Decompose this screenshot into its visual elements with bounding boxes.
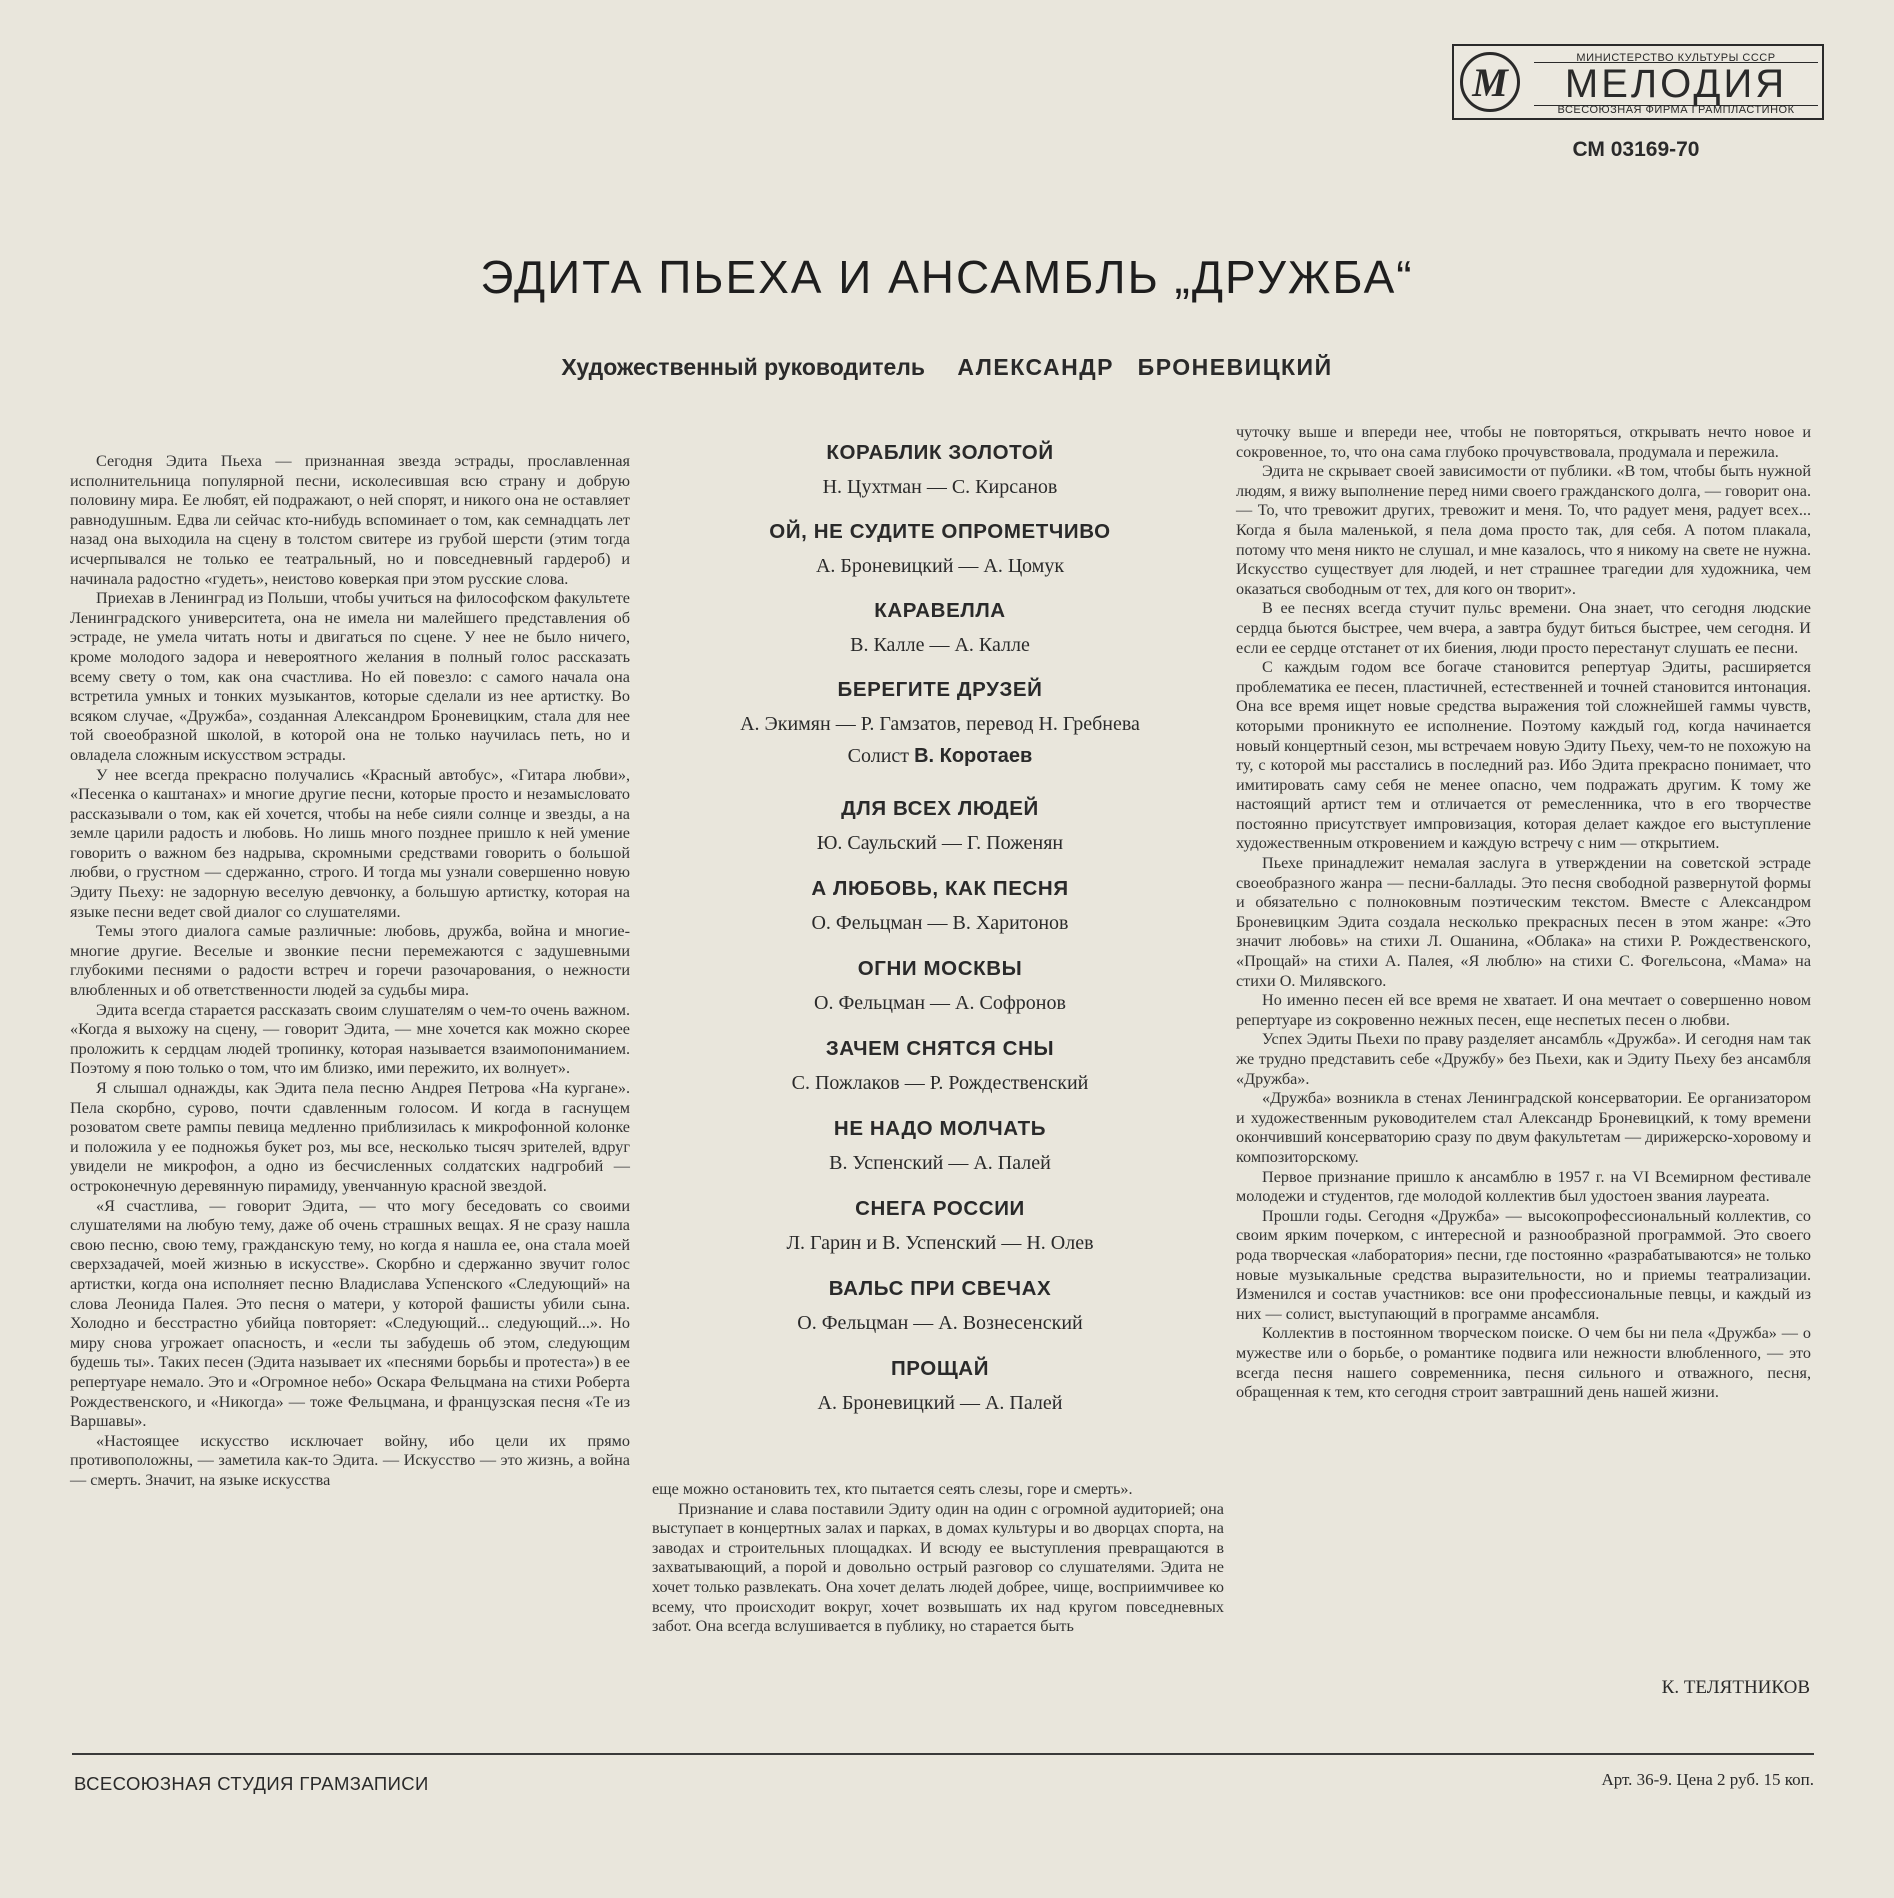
track-item [640,1036,1240,1095]
notes-paragraph: Но именно песен ей все время не хватает. И она мечтает о совершенно новом репертуаре из сокровенно нежных песен, еще неспетых песен о любви. [1236,991,1811,1029]
notes-paragraph: Признание и слава поставили Эдиту один на один с огромной аудиторией; она выступает в концертных залах и парках, в домах культуры и во дворцах спорта, на заводах и строительных площадках. И всюду ее выступления превращаются в захватывающий, а порой и довольно острый разговор со слушателями. Эдита не хочет только развлекать. Она хочет делать людей добрее, чище, восприимчивее ко всему, что происходит вокруг, хочет возвышать их над кругом повседневных забот. Она всегда вслушивается в публику, но старается быть [652,1499,1224,1636]
notes-paragraph: чуточку выше и впереди нее, чтобы не повторяться, открывать нечто новое и сокровенное, то, что она сама глубоко прочувствовала, продумала и пережила. [1236,423,1811,461]
notes-paragraph: «Дружба» возникла в стенах Ленинградской консерватории. Ее организатором и художественным руководителем стал Александр Броневицкий, к тому времени окончивший консерваторию сразу по двум факультетам — дирижерско-хоровому и композиторскому. [1236,1089,1811,1166]
notes-paragraph: «Я счастлива, — говорит Эдита, — что могу беседовать со своими слушателями на любую тему, даже об очень страшных вещах. Я не сразу нашла свою песню, свою тему, гражданскую тему, но когда я нашла ее, она стала моей сверхзадачей, моей жизнью в искусстве». Скорбно и сдержанно звучит голос артистки, когда она исполняет песню Владислава Успенского «Следующий» на слова Леонида Палея. Это песня о матери, у которой фашисты убили сына. Холодно и бесстрастно убийца повторяет: «Следующий... следующий...». Но миру снова угрожает опасность, и «если ты забудешь об этом, следующим будешь ты». Таких песен (Эдита называет их «песнями борьбы и протеста») в ее репертуаре немало. Это и «Огромное небо» Оскара Фельцмана на стихи Роберта Рождественского, и «Никогда» — тоже Фельцмана, и французская песня «Те из Варшавы». [70,1196,630,1431]
price-info: Арт. 36-9. Цена 2 руб. 15 коп. [1601,1770,1814,1789]
notes-paragraph: Эдита не скрывает своей зависимости от публики. «В том, чтобы быть нужной людям, я вижу выполнение перед ними своего гражданского долга, — говорит она. — То, что тревожит других, тревожит и меня. То, что радует меня, радует всех... Когда я была маленькой, я пела дома просто так, для себя. А потом плакала, потому что меня никто не слушал, и мне казалось, что я никому на свете не нужна. Искусство существует для людей, и нет страшнее трагедии для художника, чем оказаться свободным от тех, для кого он творит». [1236,462,1811,598]
logo-ministry-text: МИНИСТЕРСТВО КУЛЬТУРЫ СССР [1576,52,1776,64]
track-title: ВАЛЬС ПРИ СВЕЧАХ [828,1277,1052,1300]
track-title: СНЕГА РОССИИ [855,1197,1025,1220]
notes-paragraph: «Настоящее искусство исключает войну, ибо цели их прямо противоположны, — заметила как-то Эдита. — Искусство — это жизнь, а война — смерть. Значит, на языке искусства [70,1431,630,1489]
soloist-label: Солист [847,745,910,767]
track-credit: А. Броневицкий — А. Цомук [815,555,1065,577]
liner-notes-middle [652,1480,1224,1637]
track-credit: О. Фельцман — А. Софронов [814,992,1066,1014]
track-item [640,956,1240,1015]
liner-notes-right [1236,423,1811,1403]
track-item [640,1196,1240,1255]
track-title: БЕРЕГИТЕ ДРУЗЕЙ [837,678,1043,701]
track-credit: О. Фельцман — В. Харитонов [811,912,1069,934]
track-item [640,1116,1240,1175]
track-title: А ЛЮБОВЬ, КАК ПЕСНЯ [811,877,1069,900]
melodiya-emblem-icon: М [1460,52,1520,112]
track-title: ПРОЩАЙ [890,1357,990,1380]
track-item [640,440,1240,499]
notes-paragraph: еще можно остановить тех, кто пытается сеять слезы, горе и смерть». [652,1480,1133,1498]
track-item [640,677,1240,768]
track-item [640,1276,1240,1335]
director-name: АЛЕКСАНДР БРОНЕВИЦКИЙ [957,354,1333,380]
notes-paragraph: Прошли годы. Сегодня «Дружба» — высокопрофессиональный коллектив, со своим ярким почерком, с интересной и разнообразной программой. Это своего рода творческая «лаборатория» песни, где постоянно «разрабатываются» не только новые музыкальные средства выразительности, но и приемы театрализации. Изменился и состав участников: все они профессиональные певцы, и каждый из них — солист, выступающий в программе ансамбля. [1236,1206,1811,1323]
track-credit: Н. Цухтман — С. Кирсанов [822,476,1058,498]
studio-name: ВСЕСОЮЗНАЯ СТУДИЯ ГРАМЗАПИСИ [74,1773,429,1794]
track-title: ЗАЧЕМ СНЯТСЯ СНЫ [825,1037,1055,1060]
liner-notes-left [70,452,630,1490]
track-credit: О. Фельцман — А. Вознесенский [797,1312,1083,1334]
track-title: ОЙ, НЕ СУДИТЕ ОПРОМЕТЧИВО [769,520,1111,543]
track-title: КОРАБЛИК ЗОЛОТОЙ [826,441,1054,464]
notes-paragraph: У нее всегда прекрасно получались «Красный автобус», «Гитара любви», «Песенка о каштанах» и многие другие песни, которые просто и незамысловато рассказывали о том, как ей хочется, чтобы на небе сияли солнце и звезды, а на земле царили радость и любовь. Но лишь много позднее пришло к ней умение говорить о важном без надрыва, скромными средствами говорить о большой любви, о грустном — сдержанно, строго. И тогда мы узнали совершенно новую Эдиту Пьеху: не задорную веселую девчонку, а большую артистку, которая на языке песни ведет свой диалог со слушателями. [70,765,630,921]
notes-paragraph: Сегодня Эдита Пьеха — признанная звезда эстрады, прославленная исполнительница популярной песни, исколесившая всю страну и добрую половину мира. Ее любят, ей подражают, о ней спорят, и никого она не оставляет равнодушным. Едва ли сейчас кто-нибудь вспоминает о том, как семнадцать лет назад она выходила на сцену в толстом свитере из грубой шерсти (этим тогда исчерпывался не только ее театральный, но и повседневный гардероб) и начинала радостно «гудеть», неистово коверкая при этом русские слова. [70,452,630,588]
notes-paragraph: Пьехе принадлежит немалая заслуга в утверждении на советской эстраде своеобразного жанра — песни-баллады. Это песня свободной развернутой формы и обязательно с полноковным поэтическим текстом. Вместе с Александром Броневицким Эдита создала несколько прекрасных песен в этом жанре: «Это значит любовь» на стихи Л. Ошанина, «Облака» на стихи Р. Рождественского, «Прощай» на стихи А. Палея, «Я люблю» на стихи С. Фогельсона, «Мама» на стихи О. Милявского. [1236,854,1811,990]
melodiya-logo [1452,44,1824,120]
album-title: ЭДИТА ПЬЕХА И АНСАМБЛЬ „ДРУЖБА“ [480,251,1414,303]
track-credit: Л. Гарин и В. Успенский — Н. Олев [786,1232,1094,1254]
track-credit: А. Броневицкий — А. Палей [817,1392,1063,1414]
track-title: ДЛЯ ВСЕХ ЛЮДЕЙ [841,797,1039,820]
artistic-director [0,354,1894,381]
track-title: ОГНИ МОСКВЫ [857,957,1023,980]
track-item [640,876,1240,935]
track-item [640,598,1240,657]
track-title: КАРАВЕЛЛА [874,599,1006,622]
track-credit: А. Экимян — Р. Гамзатов, перевод Н. Гребнева [740,713,1140,735]
track-item [640,796,1240,855]
notes-paragraph: Эдита всегда старается рассказать своим слушателям о чем-то очень важном. «Когда я выхожу на сцену, — говорит Эдита, — мне хочется как можно скорее проложить к сердцам людей тропинку, которая называется взаимопониманием. Поэтому я пою только о том, что им близко, ими пережито, их волнует». [70,1000,630,1078]
soloist-name: В. Коротаев [914,745,1033,767]
track-soloist [640,744,1240,768]
logo-firm-text: ВСЕСОЮЗНАЯ ФИРМА ГРАМПЛАСТИНОК [1557,104,1795,116]
notes-paragraph: Успех Эдиты Пьехи по праву разделяет ансамбль «Дружба». И сегодня нам так же трудно представить себе «Дружбу» без Пьехи, как и Эдиту Пьеху без ансамбля «Дружба». [1236,1030,1811,1088]
track-title: НЕ НАДО МОЛЧАТЬ [833,1117,1047,1140]
notes-paragraph: Темы этого диалога самые различные: любовь, дружба, война и многие-многие другие. Веселые и звонкие песни перемежаются с задушевными глубокими песнями о радости встреч и горечи разочарования, о нежности влюбленных и об ответственности людей за судьбы мира. [70,922,630,1000]
track-item [640,1356,1240,1415]
notes-paragraph: С каждым годом все богаче становится репертуар Эдиты, расширяется проблематика ее песен, пластичней, естественней и точней становится интонация. Она все время ищет новые средства выражения той сложнейшей гаммы чувств, которыми проникнуто ее исполнение. Поэтому каждый год, когда начинается новый концертный сезон, мы встречаем новую Эдиту Пьеху, чем-то не похожую на ту, с которой мы расстались в последний раз. Ибо Эдита прекрасно понимает, что имитировать саму себя не менее опасно, чем подражать другим. К тому же настоящий артист тем и отличается от ремесленника, что в его творчестве постоянно присутствует импровизация, которая делает каждое его выступление художественным откровением и каждую встречу с ним — открытием. [1236,658,1811,853]
notes-paragraph: Коллектив в постоянном творческом поиске. О чем бы ни пела «Дружба» — о мужестве или о борьбе, о романтике подвига или нежности влюбленного, — это всегда песня нашего современника, песня сильного и отважного, песня, обращенная к тем, кто сегодня строит завтрашний день нашей жизни. [1236,1324,1811,1402]
author-signature: К. ТЕЛЯТНИКОВ [1661,1677,1810,1698]
track-credit: С. Пожлаков — Р. Рождественский [791,1072,1089,1094]
catalog-number: СМ 03169-70 [1572,138,1700,161]
notes-paragraph: Приехав в Ленинград из Польши, чтобы учиться на философском факультете Ленинградского университета, она не имела ни малейшего представления об эстраде, не умела читать ноты и двигаться по сцене. У нее не было ничего, кроме молодого задора и невероятного желания в полный голос рассказать всему свету о том, как она счастлива. Но ей повезло: с самого начала она встретила умных и тонких музыкантов, которые сделали из нее артистку. Во всяком случае, «Дружба», созданная Александром Броневицким, стала для нее той своеобразной школой, в которой она не только научилась петь, но и овладела сложным искусством эстрады. [70,589,630,764]
track-credit: В. Калле — А. Калле [850,634,1030,656]
track-credit: В. Успенский — А. Палей [829,1152,1051,1174]
logo-brand-text: МЕЛОДИЯ [1534,62,1818,106]
notes-paragraph: Первое признание пришло к ансамблю в 1957 г. на VI Всемирном фестивале молодежи и студентов, где молодой коллектив был удостоен звания лауреата. [1236,1167,1811,1206]
footer-divider [72,1753,1814,1755]
track-credit: Ю. Саульский — Г. Поженян [816,832,1064,854]
notes-paragraph: В ее песнях всегда стучит пульс времени. Она знает, что сегодня людские сердца бьются быстрее, чем вчера, а завтра будут биться быстрее, чем сегодня. И если ее сердце отстанет от их биения, люди просто перестанут слушать ее песни. [1236,599,1811,657]
director-label: Художественный руководитель [561,354,926,380]
track-item [640,519,1240,578]
notes-paragraph: Я слышал однажды, как Эдита пела песню Андрея Петрова «На кургане». Пела скорбно, сурово, почти сдавленным голосом. И когда в гаснущем розоватом свете рампы певица медленно приблизилась к микрофонной колонке и положила у ее подножья букет роз, мы все, несколько тысяч зрителей, вдруг увидели не микрофон, а одно из бесчисленных солдатских надгробий — остроконечную деревянную пирамиду, увенчанную красной звездой. [70,1079,630,1195]
